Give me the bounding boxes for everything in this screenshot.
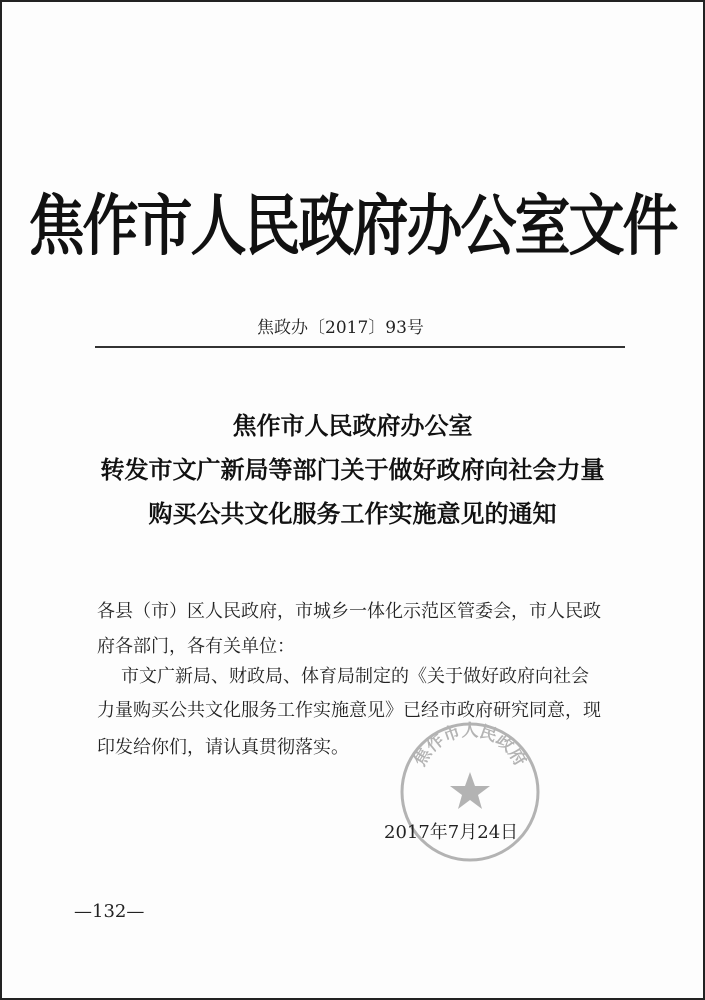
document-title: 焦作市人民政府办公室文件 xyxy=(28,188,677,265)
page-number: —132— xyxy=(74,901,145,922)
notice-title-line-1: 焦作市人民政府办公室 xyxy=(232,412,473,440)
body-line-2: 府各部门，各有关单位： xyxy=(97,636,295,657)
body-line-3: 市文广新局、财政局、体育局制定的《关于做好政府向社会 xyxy=(121,666,589,687)
body-line-4: 力量购买公共文化服务工作实施意见》已经市政府研究同意，现 xyxy=(97,700,601,721)
document-number: 焦政办〔2017〕93号 xyxy=(257,318,424,338)
seal-text: 焦作市人民政府 xyxy=(410,721,530,770)
issue-date: 2017年7月24日 xyxy=(384,822,519,843)
header-divider xyxy=(95,346,625,348)
body-line-5: 印发给你们，请认真贯彻落实。 xyxy=(97,737,349,758)
body-line-1: 各县（市）区人民政府，市城乡一体化示范区管委会，市人民政 xyxy=(97,601,601,622)
notice-title-line-3: 购买公共文化服务工作实施意见的通知 xyxy=(148,500,557,528)
notice-title-line-2: 转发市文广新局等部门关于做好政府向社会力量 xyxy=(100,456,605,484)
star-icon xyxy=(450,772,490,809)
